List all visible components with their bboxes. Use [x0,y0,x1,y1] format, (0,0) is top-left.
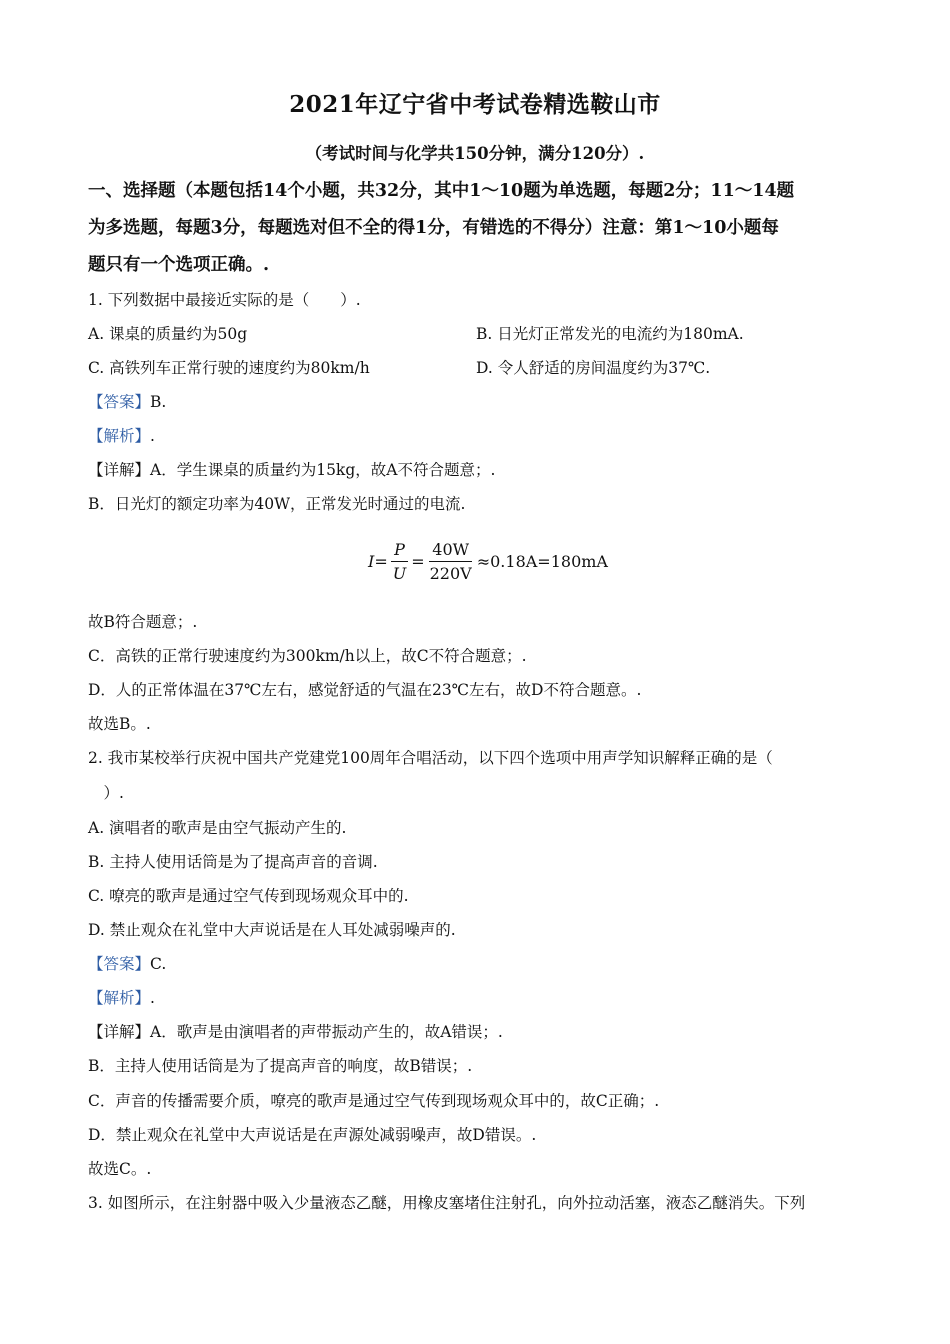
analysis-tag: 【解析】 [88,427,151,445]
formula-lhs: I= [368,551,388,571]
document-title: 2021年辽宁省中考试卷精选鞍山市 [289,91,661,118]
formula-num-p: P [391,540,408,562]
detail-tag: 【详解】 [88,1023,151,1041]
q1-analysis [88,424,155,446]
answer-value: C. [150,955,167,973]
q1-answer [88,390,166,412]
analysis-tail: . [150,989,155,1007]
q1-detail-b: B．日光灯的额定功率为40W，正常发光时通过的电流. [88,495,466,513]
formula-num-40w: 40W [429,540,472,562]
formula-equals: = [411,551,425,571]
q2-stem-line-2: ）. [88,784,124,802]
formula-den-220v: 220V [429,563,472,583]
q1-option-a: A. 课桌的质量约为50g [88,325,248,343]
q1-detail-b-conclusion: 故B符合题意；. [88,613,198,631]
q1-option-c: C. 高铁列车正常行驶的速度约为80km/h [88,359,370,377]
detail-a-text: A．学生课桌的质量约为15kg，故A不符合题意；. [150,461,496,479]
q2-stem-line-1: 2. 我市某校举行庆祝中国共产党建党100周年合唱活动，以下四个选项中用声学知识解释正确的是（ [88,749,773,767]
q2-detail-b: B．主持人使用话筒是为了提高声音的响度，故B错误；. [88,1057,473,1075]
q2-answer [88,952,166,974]
q2-detail-a [88,1020,503,1042]
q1-option-b: B. 日光灯正常发光的电流约为180mA. [476,325,744,343]
formula-fraction-pu [390,540,409,583]
q2-analysis [88,986,155,1008]
section-heading-line-2: 为多选题，每题3分，每题选对但不全的得1分，有错选的不得分）注意：第1～10小题每 [88,218,779,238]
formula-rhs: ≈0.18A=180mA [476,551,608,571]
formula-den-u: U [392,563,407,583]
q1-detail-a [88,458,495,480]
q2-option-c: C. 嘹亮的歌声是通过空气传到现场观众耳中的. [88,887,409,905]
q1-option-d: D. 令人舒适的房间温度约为37℃. [476,359,711,377]
q2-detail-d: D．禁止观众在礼堂中大声说话是在声源处减弱噪声，故D错误。. [88,1126,537,1144]
analysis-tail: . [150,427,155,445]
formula-fraction-values [427,540,475,583]
answer-value: B. [150,393,167,411]
detail-tag: 【详解】 [88,461,151,479]
section-heading-line-3: 题只有一个选项正确。. [88,255,270,275]
document-subtitle: （考试时间与化学共150分钟，满分120分）. [305,144,645,163]
answer-tag: 【答案】 [88,393,151,411]
q2-option-d: D. 禁止观众在礼堂中大声说话是在人耳处减弱噪声的. [88,921,456,939]
q2-conclusion: 故选C。. [88,1160,152,1178]
q2-option-b: B. 主持人使用话筒是为了提高声音的音调. [88,853,378,871]
q1-stem: 1. 下列数据中最接近实际的是（ ）. [88,291,361,309]
current-formula [368,534,608,588]
q2-option-a: A. 演唱者的歌声是由空气振动产生的. [88,819,347,837]
answer-tag: 【答案】 [88,955,151,973]
section-heading-line-1: 一、选择题（本题包括14个小题，共32分，其中1～10题为单选题，每题2分；11～14题 [88,181,795,201]
q3-stem: 3. 如图所示，在注射器中吸入少量液态乙醚，用橡皮塞堵住注射孔，向外拉动活塞，液态乙醚消失。下列 [88,1194,806,1212]
q1-detail-d: D．人的正常体温在37℃左右，感觉舒适的气温在23℃左右，故D不符合题意。. [88,681,642,699]
q1-conclusion: 故选B。. [88,715,151,733]
q2-detail-c: C．声音的传播需要介质，嘹亮的歌声是通过空气传到现场观众耳中的，故C正确；. [88,1092,660,1110]
q1-detail-c: C．高铁的正常行驶速度约为300km/h以上，故C不符合题意；. [88,647,527,665]
analysis-tag: 【解析】 [88,989,151,1007]
detail-a-text: A．歌声是由演唱者的声带振动产生的，故A错误；. [150,1023,503,1041]
